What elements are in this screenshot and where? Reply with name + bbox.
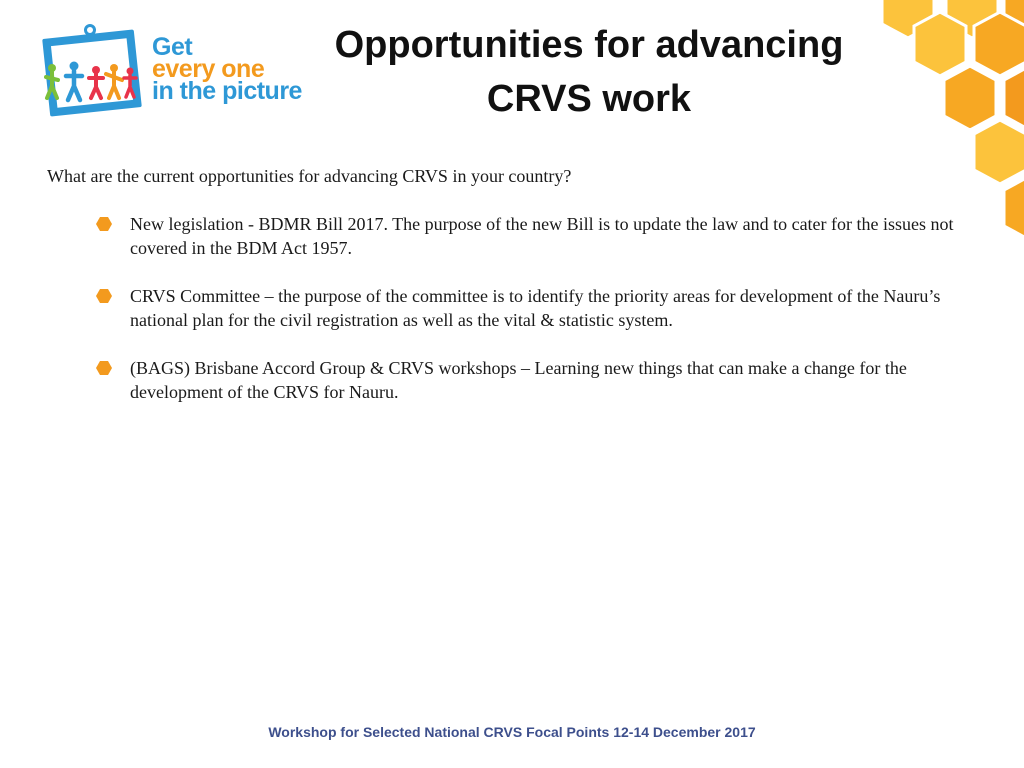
slide-title-line2: CRVS work <box>486 78 692 120</box>
hexagon-shape <box>974 120 1024 184</box>
list-item <box>96 212 976 260</box>
list-item-text: (BAGS) Brisbane Accord Group & CRVS workshops – Learning new things that can make a change for the development of the CRVS for Nauru. <box>130 358 907 402</box>
hexagon-shape <box>1004 66 1024 130</box>
hexagon-shape <box>1004 176 1024 240</box>
logo-line-every-one: every one <box>152 55 265 83</box>
hexagon-shape <box>914 12 966 76</box>
hexagon-shape <box>944 66 996 130</box>
question-text: What are the current opportunities for advancing CRVS in your country? <box>47 166 572 186</box>
hexagon-shape <box>974 12 1024 76</box>
list-item-text: CRVS Committee – the purpose of the committee is to identify the priority areas for development of the Nauru’s national plan for the civil registration as well as the vital & statistic system. <box>130 286 941 330</box>
logo-wordmark <box>152 33 302 105</box>
people-figures-icon <box>42 58 142 106</box>
slide-title-line1: Opportunities for advancing <box>334 24 844 66</box>
list-item <box>96 356 976 404</box>
list-item-text: New legislation - BDMR Bill 2017. The purpose of the new Bill is to update the law and to cater for the issues not covered in the BDM Act 1957. <box>130 214 954 258</box>
slide-title <box>300 18 878 126</box>
list-item <box>96 284 976 332</box>
opportunities-list <box>96 212 976 428</box>
footer-workshop-text: Workshop for Selected National CRVS Focal Points 12-14 December 2017 <box>268 724 756 740</box>
logo-line-in-the-picture: in the picture <box>152 77 302 105</box>
logo-line-get: Get <box>152 33 193 61</box>
orange-hexagon-icon <box>96 288 112 304</box>
orange-hexagon-icon <box>96 216 112 232</box>
get-everyone-in-the-picture-logo <box>40 22 315 117</box>
orange-hexagon-icon <box>96 360 112 376</box>
